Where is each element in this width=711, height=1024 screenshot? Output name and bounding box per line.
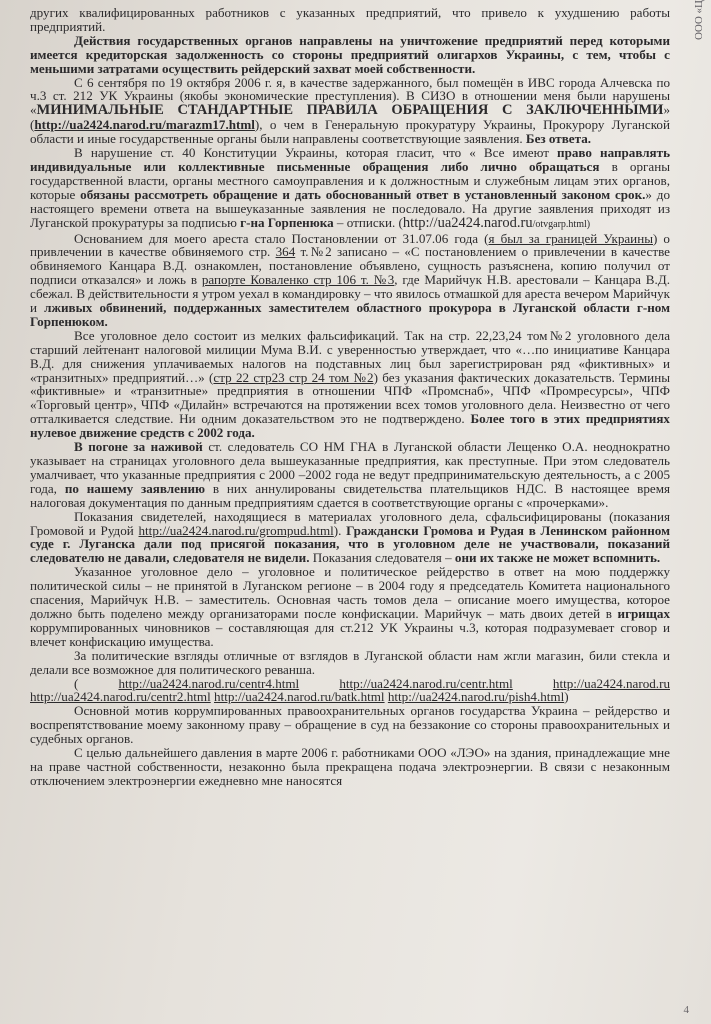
link-pish4[interactable]: http://ua2424.narod.ru/pish4.html [387,689,565,705]
p5-text-a: Основанием для моего ареста стало Постановлении от 31.07.06 года ( [74,230,489,246]
paragraph-1 [30,6,670,34]
p8-witnesses-court: Граждански Громова и Рудая в Ленинском районном суде г. Луганска дали под присягой показания, что в уголовном деле не участвовали, показаний следователю не давали, следователя не видели. [30,522,670,566]
paragraph-6 [30,329,670,440]
p4-text-e: » до настоящего времени ответа на вышеуказанные заявления не последовало. На другие заявления приходят из Луганской прокуратуры за подписью [30,186,671,230]
p6-zero-movement: Более того в этих предприятиях нулевое движение средств с 2002 года. [30,411,670,441]
paragraph-10 [30,649,670,677]
paragraph-7 [30,440,670,510]
p6-page-refs: стр 22 стр23 стр 24 том №2 [213,369,374,385]
p5-report-ref: рапорте Коваленко стр 106 т. №3 [201,272,395,288]
p5-text-e: т.№2 записано – «С постановлением о привлечении в качестве обвиняемого Канцара В.Д. ознакомлен, постановление объявлено, сущность разъяснена, копию получил от подписи отказался» и ложь в [30,244,670,288]
link-otvgarp-base[interactable]: http://ua2424.narod.ru [402,214,533,231]
p4-gorpenyuk: г-на Горпенюка [240,214,334,230]
link-centr4[interactable]: http://ua2424.narod.ru/centr4.html [118,675,300,691]
link-batk[interactable]: http://ua2424.narod.ru/batk.html [214,689,385,705]
paragraph-2 [30,34,670,76]
p8-text-e: Показания следователя – [309,550,455,566]
p2-text: Действия государственных органов направлены на уничтожение предприятий перед которыми имеется кредиторская задолженность со стороны предприятий олигархов Украины, с тем, чтобы с меньшими затратами осуществить рейдерский захват моей собственности. [30,32,670,76]
side-stamp-text: ООО «Ц [693,0,705,41]
p6-text-c: ) без указания фактических доказательств. Термины «фиктивные» и «транзитные» предприятия в отношении ЧПФ «Промснаб», ЧПФ «Промресурсы», ЧПФ «Торговый центр», ЧПФ «Дилайн» встречаются на протяжении всех томов уголовного дела. Неизвестно от чего отталкивается следствие. Ни одним доказательством это не подтверждено. [30,369,670,427]
page-number: 4 [683,1004,689,1016]
p3-text-a: С 6 сентября по 19 октября 2006 г. я, в качестве задержанного, был помещён в ИВС города Алчевска по ч.3 ст. 212 УК Украины (якобы экономические преступления). В СИЗО в отношении меня были нарушены « [30,74,670,118]
p9-games: игрищах [617,605,670,621]
p9-text-a: Указанное уголовное дело – уголовное и политическое рейдерство в ответ на мою поддержку политической силы – не принятой в Луганском регионе – в 2004 году я председатель Комитета национального спасения, Марийчук Н.В. – заместитель. Основная часть томов дела – описание моего имущества, которое должно быть поделено между организаторами после конфискации. Марийчук – мать двоих детей в [30,564,670,621]
p12-text: С целью дальнейшего давления в марте 2006 г. работниками ООО «ЛЭО» на здания, принадлежащие мне на праве частной собственности, незаконно была прекращена подача электроэнергии. В связи с незаконным отключением электроэнергии ежедневно мне наносятся [30,745,670,788]
p7-text-d: в них аннулированы свидетельства плательщиков НДС. В настоящее время налоговая документация по данным предприятиям сдается в соответствующие органы с «прочерками». [30,480,671,510]
paragraph-5 [30,232,670,329]
paragraph-8 [30,510,670,566]
p4-obliged-quote: обязаны рассмотреть обращение и дать обоснованный ответ в установленный законом срок. [80,186,646,202]
p8-text-c: ). [333,522,347,538]
p5-abroad: я был за границей Украины [488,230,653,246]
p4-text-g: – отписки. ( [333,214,403,230]
p5-text-g: , где Марийчук Н.В. арестовали – Канцара В.Д. сбежал. В действительности я утром уехал в командировку – что явилось отмашкой для ареста вечером Марийчук и [30,272,670,316]
p7-text-b: ст. следователь СО НМ ГНА в Луганской области Лещенко О.А. неоднократно указывает на страницах уголовного дела вышеуказанные предприятия, как преступные. При этом следователь умалчивает, что указанные предприятия с 2000 –2002 года не ведут предпринимательскую деятельность, а с 2005 года, [30,439,671,496]
p3-rules-title: МИНИМАЛЬНЫЕ СТАНДАРТНЫЕ ПРАВИЛА ОБРАЩЕНИЯ С ЗАКЛЮЧЕННЫМИ [36,102,664,119]
link-centr[interactable]: http://ua2424.narod.ru/centr.html [339,675,513,691]
p1-text: других квалифицированных работников с указанных предприятий, что привело к ухудшению работы предприятий. [30,5,670,34]
p8-text-a: Показания свидетелей, находящиеся в материалах уголовного дела, сфальсифицированы (показания Громовой и Рудой [30,508,670,538]
p4-text-c: в органы государственной власти, органы местного самоуправления и к должностным и служебным лицам этих органов, которые [30,158,671,202]
p11-text: Основной мотив коррумпированных правоохранительных органов государства Украина – рейдерство и воспрепятствование моему законному праву – обращение в суд на беззаконие со стороны правоохранительных и судебных органов. [30,703,670,747]
p8-cannot-remember: они их также не может вспомнить. [454,550,661,566]
paragraph-9 [30,565,670,648]
link-otvgarp-path[interactable]: /otvgarp.html) [532,218,591,230]
link-home[interactable]: http://ua2424.narod.ru [552,675,670,691]
paragraph-11 [30,704,670,746]
p5-page-ref: 364 [275,244,296,260]
links-close-paren: ) [564,689,569,705]
p3-text-c: » ( [30,102,670,133]
p9-text-c: коррумпированных чиновников – составляющая для ст.212 УК Украины ч.3, которая подразумевает сговор и влечет конфискацию имущества. [30,619,670,649]
p5-text-c: ) о привлечении в качестве обвиняемого стр. [30,230,670,260]
p7-our-statement: по нашему заявлению [64,480,206,496]
p7-lead: В погоне за наживой [74,439,203,455]
p10-text: За политические взгляды отличные от взглядов в Луганской области нам жгли магазин, били стекла и делали все возможное для политического реванша. [30,647,670,677]
links-paragraph [30,677,670,705]
link-centr2[interactable]: http://ua2424.narod.ru/centr2.html [30,689,211,705]
p3-text-e: ), о чем в Генеральную прокуратуру Украины, Прокурору Луганской области и иные государственные органы были направлены соответствующие заявления. [30,117,670,147]
p6-text-a: Все уголовное дело состоит из мелких фальсификаций. Так на стр. 22,23,24 том№2 уголовного дела старший лейтенант налоговой милиции Мума В.И. с уверенностью утверждает, что «…по инициативе Канцара В.Д. для снижения уплачиваемых налогов на подставных лиц был зарегистрирован ряд «фиктивных» и «транзитных» предприятий…» ( [30,327,670,385]
document-body [30,6,670,788]
links-open-paren: ( [74,675,119,691]
link-grompud[interactable]: http://ua2424.narod.ru/grompud.html [138,522,334,538]
p3-no-answer: Без ответа. [525,131,592,147]
p5-false-charges: лживых обвинений, поддержанных заместителем областного прокурора в Луганской области г-ном Горпенюком. [30,300,670,329]
p4-right-quote: право направлять индивидуальные или коллективные письменные обращения либо лично обращаться [30,145,670,174]
paragraph-3 [30,76,670,147]
paragraph-12 [30,746,670,788]
paragraph-4 [30,146,670,231]
link-marazm17[interactable]: http://ua2424.narod.ru/marazm17.html [34,117,255,133]
p4-text-a: В нарушение ст. 40 Конституции Украины, которая гласит, что « Все имеют [74,145,558,161]
